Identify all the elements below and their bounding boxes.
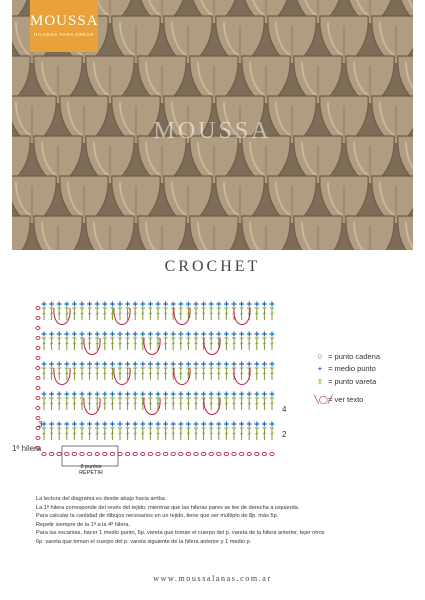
- double-crochet-symbol: [119, 313, 122, 314]
- scale-loop: [204, 338, 220, 355]
- legend-item-see-text: [314, 394, 380, 406]
- double-crochet-symbol: [88, 403, 91, 404]
- chain-symbol: [141, 452, 145, 455]
- double-crochet-symbol: [263, 313, 266, 314]
- crochet-scale: [242, 216, 290, 250]
- double-crochet-symbol: [111, 433, 114, 434]
- scale-loop: [204, 398, 220, 415]
- double-crochet-symbol: [157, 403, 160, 404]
- chain-symbol: [201, 452, 205, 455]
- note-line: Para las escamas, hacer 1 medio punto, 6p. vareta que toman el cuerpo del p. vareta de la hilera anterior, tejer otros: [36, 530, 325, 537]
- double-crochet-symbol: [103, 373, 106, 374]
- double-crochet-symbol: [81, 373, 84, 374]
- double-crochet-symbol: [96, 313, 99, 314]
- chain-symbol: [95, 452, 99, 455]
- chain-symbol: [36, 377, 40, 380]
- chain-symbol: [36, 367, 40, 370]
- double-crochet-symbol: [271, 313, 274, 314]
- legend-label: = ver texto: [328, 395, 364, 404]
- crochet-scale: [34, 216, 82, 250]
- legend-label: = punto cadena: [328, 352, 381, 361]
- double-crochet-symbol: [157, 373, 160, 374]
- double-crochet-symbol: [134, 373, 137, 374]
- double-crochet-symbol: [96, 433, 99, 434]
- scale-loop: [54, 368, 70, 385]
- brand-watermark: MOUSSA: [153, 118, 272, 144]
- double-crochet-symbol: [164, 403, 167, 404]
- crochet-scale: [86, 216, 134, 250]
- double-crochet-symbol: [73, 313, 76, 314]
- double-crochet-symbol: [43, 373, 46, 374]
- back-loop-icon: ╲◯╱: [314, 395, 333, 404]
- brand-tagline: HILADOS PARA CREAR: [33, 32, 95, 37]
- chain-symbol: [239, 452, 243, 455]
- double-crochet-symbol: [149, 373, 152, 374]
- chain-symbol: [80, 452, 84, 455]
- chain-symbol: [36, 347, 40, 350]
- double-crochet-symbol: [43, 313, 46, 314]
- double-crochet-symbol: [202, 373, 205, 374]
- chain-symbol: [186, 452, 190, 455]
- double-crochet-symbol: [187, 343, 190, 344]
- double-crochet-symbol: [43, 433, 46, 434]
- crochet-diagram: [0, 290, 300, 470]
- double-crochet-symbol: [81, 433, 84, 434]
- double-crochet-symbol: [187, 373, 190, 374]
- double-crochet-symbol: [225, 433, 228, 434]
- double-crochet-symbol: [179, 343, 182, 344]
- chain-symbol: [36, 337, 40, 340]
- double-crochet-symbol: [240, 313, 243, 314]
- chain-symbol: [224, 452, 228, 455]
- instructions-text: [36, 495, 396, 547]
- double-crochet-symbol: [88, 433, 91, 434]
- legend-label: = punto vareta: [328, 377, 377, 386]
- row-label-4: 4: [282, 405, 287, 414]
- note-line: La lectura del diagrama es desde abajo hacia arriba.: [36, 496, 167, 502]
- chain-symbol: [209, 452, 213, 455]
- double-crochet-symbol: [255, 433, 258, 434]
- chain-symbol: [232, 452, 236, 455]
- double-crochet-icon: ‡: [317, 377, 323, 386]
- chain-symbol: [255, 452, 259, 455]
- double-crochet-symbol: [172, 403, 175, 404]
- double-crochet-symbol: [73, 433, 76, 434]
- legend-item-single-crochet: [314, 363, 380, 375]
- repeat-box-label: [66, 464, 116, 476]
- double-crochet-symbol: [81, 403, 84, 404]
- note-line: La 1ª hilera corresponde del revés del tejido, mientras que las hileras pares se lee de derecha a izquierda.: [36, 504, 300, 511]
- chain-symbol: [133, 452, 137, 455]
- legend-label: = medio punto: [328, 364, 376, 373]
- chain-symbol: [217, 452, 221, 455]
- double-crochet-symbol: [103, 343, 106, 344]
- note-line: Para calcular la cantidad de dibujos necesarios en un tejido, tiene que ser múltiplo de 8p. más 5p.: [36, 513, 279, 520]
- double-crochet-symbol: [271, 373, 274, 374]
- double-crochet-symbol: [225, 403, 228, 404]
- crochet-scale: [138, 216, 186, 250]
- double-crochet-symbol: [210, 313, 213, 314]
- chain-symbol: [36, 397, 40, 400]
- chain-symbol: [87, 452, 91, 455]
- double-crochet-symbol: [157, 343, 160, 344]
- double-crochet-symbol: [255, 373, 258, 374]
- double-crochet-symbol: [65, 373, 68, 374]
- double-crochet-symbol: [164, 343, 167, 344]
- brand-name: MOUSSA: [30, 13, 99, 29]
- double-crochet-symbol: [271, 343, 274, 344]
- double-crochet-symbol: [271, 403, 274, 404]
- double-crochet-symbol: [119, 373, 122, 374]
- double-crochet-symbol: [210, 373, 213, 374]
- chain-symbol: [179, 452, 183, 455]
- double-crochet-symbol: [255, 343, 258, 344]
- chain-symbol: [148, 452, 152, 455]
- chain-symbol: [110, 452, 114, 455]
- stitch-legend: [314, 350, 380, 407]
- double-crochet-symbol: [126, 343, 129, 344]
- chain-symbol: [65, 452, 69, 455]
- chain-symbol: [262, 452, 266, 455]
- double-crochet-symbol: [263, 373, 266, 374]
- legend-item-double-crochet: [314, 376, 380, 388]
- double-crochet-symbol: [126, 373, 129, 374]
- double-crochet-symbol: [210, 343, 213, 344]
- double-crochet-symbol: [164, 433, 167, 434]
- double-crochet-symbol: [210, 403, 213, 404]
- chain-symbol: [118, 452, 122, 455]
- chain-symbol: [42, 452, 46, 455]
- chain-symbol: [194, 452, 198, 455]
- website-url[interactable]: www.moussalanas.com.ar: [153, 574, 272, 583]
- double-crochet-symbol: [179, 313, 182, 314]
- double-crochet-symbol: [81, 343, 84, 344]
- double-crochet-symbol: [141, 433, 144, 434]
- chain-symbol: [270, 452, 274, 455]
- row-label-2: 2: [282, 430, 287, 439]
- double-crochet-symbol: [149, 313, 152, 314]
- scale-loop: [54, 308, 70, 325]
- double-crochet-symbol: [65, 313, 68, 314]
- double-crochet-symbol: [65, 403, 68, 404]
- double-crochet-symbol: [263, 343, 266, 344]
- double-crochet-symbol: [164, 373, 167, 374]
- brand-logo[interactable]: [30, 0, 98, 52]
- double-crochet-symbol: [126, 403, 129, 404]
- double-crochet-symbol: [271, 433, 274, 434]
- double-crochet-symbol: [119, 433, 122, 434]
- double-crochet-symbol: [88, 343, 91, 344]
- double-crochet-symbol: [134, 433, 137, 434]
- double-crochet-symbol: [119, 343, 122, 344]
- double-crochet-symbol: [58, 373, 61, 374]
- double-crochet-symbol: [58, 313, 61, 314]
- crochet-scale: [294, 216, 342, 250]
- double-crochet-symbol: [187, 403, 190, 404]
- double-crochet-symbol: [149, 433, 152, 434]
- double-crochet-symbol: [172, 343, 175, 344]
- double-crochet-symbol: [240, 373, 243, 374]
- double-crochet-symbol: [103, 403, 106, 404]
- double-crochet-symbol: [58, 343, 61, 344]
- chain-symbol: [171, 452, 175, 455]
- double-crochet-symbol: [73, 403, 76, 404]
- double-crochet-symbol: [179, 433, 182, 434]
- double-crochet-symbol: [134, 343, 137, 344]
- chain-symbol: [36, 307, 40, 310]
- double-crochet-symbol: [96, 403, 99, 404]
- double-crochet-symbol: [103, 433, 106, 434]
- chain-symbol: [125, 452, 129, 455]
- double-crochet-symbol: [233, 433, 236, 434]
- double-crochet-symbol: [96, 373, 99, 374]
- double-crochet-symbol: [195, 343, 198, 344]
- chain-icon: ○: [317, 351, 323, 361]
- double-crochet-symbol: [141, 373, 144, 374]
- double-crochet-symbol: [195, 403, 198, 404]
- double-crochet-symbol: [255, 403, 258, 404]
- note-line: Repetir siempre de la 1ª a la 4ª hilera.: [36, 521, 130, 528]
- double-crochet-symbol: [73, 373, 76, 374]
- chain-symbol: [57, 452, 61, 455]
- double-crochet-symbol: [202, 313, 205, 314]
- page-title: CROCHET: [164, 258, 261, 275]
- double-crochet-symbol: [149, 403, 152, 404]
- double-crochet-symbol: [187, 433, 190, 434]
- double-crochet-symbol: [50, 373, 53, 374]
- double-crochet-symbol: [50, 433, 53, 434]
- double-crochet-symbol: [157, 433, 160, 434]
- single-crochet-icon: +: [317, 364, 323, 373]
- double-crochet-symbol: [217, 433, 220, 434]
- double-crochet-symbol: [111, 343, 114, 344]
- chain-symbol: [247, 452, 251, 455]
- double-crochet-symbol: [172, 433, 175, 434]
- crochet-scale: [190, 216, 238, 250]
- double-crochet-symbol: [240, 403, 243, 404]
- double-crochet-symbol: [43, 403, 46, 404]
- double-crochet-symbol: [195, 373, 198, 374]
- double-crochet-symbol: [217, 313, 220, 314]
- chain-symbol: [156, 452, 160, 455]
- double-crochet-symbol: [58, 403, 61, 404]
- double-crochet-symbol: [179, 373, 182, 374]
- double-crochet-symbol: [81, 313, 84, 314]
- double-crochet-symbol: [43, 343, 46, 344]
- repeat-count: 8 puntos: [80, 464, 102, 470]
- double-crochet-symbol: [248, 343, 251, 344]
- row-label-3: 3: [38, 420, 43, 429]
- double-crochet-symbol: [255, 313, 258, 314]
- double-crochet-symbol: [225, 373, 228, 374]
- double-crochet-symbol: [225, 343, 228, 344]
- legend-item-chain: [314, 350, 380, 362]
- double-crochet-symbol: [187, 313, 190, 314]
- double-crochet-symbol: [65, 433, 68, 434]
- double-crochet-symbol: [233, 403, 236, 404]
- double-crochet-symbol: [50, 313, 53, 314]
- double-crochet-symbol: [111, 403, 114, 404]
- chain-symbol: [103, 452, 107, 455]
- double-crochet-symbol: [73, 343, 76, 344]
- double-crochet-symbol: [119, 403, 122, 404]
- repeat-word: REPETIR: [79, 470, 103, 476]
- crochet-scale: [346, 216, 394, 250]
- chain-symbol: [36, 357, 40, 360]
- double-crochet-symbol: [88, 313, 91, 314]
- row-label-1: 1º hilera: [12, 444, 42, 453]
- double-crochet-symbol: [263, 403, 266, 404]
- double-crochet-symbol: [103, 313, 106, 314]
- double-crochet-symbol: [134, 403, 137, 404]
- double-crochet-symbol: [141, 313, 144, 314]
- double-crochet-symbol: [217, 373, 220, 374]
- chain-symbol: [36, 317, 40, 320]
- double-crochet-symbol: [195, 433, 198, 434]
- chain-symbol: [36, 437, 40, 440]
- chain-symbol: [49, 452, 53, 455]
- double-crochet-symbol: [50, 403, 53, 404]
- chain-symbol: [36, 407, 40, 410]
- double-crochet-symbol: [126, 433, 129, 434]
- double-crochet-symbol: [157, 313, 160, 314]
- double-crochet-symbol: [225, 313, 228, 314]
- chain-symbol: [72, 452, 76, 455]
- double-crochet-symbol: [88, 373, 91, 374]
- double-crochet-symbol: [134, 313, 137, 314]
- double-crochet-symbol: [202, 433, 205, 434]
- double-crochet-symbol: [96, 343, 99, 344]
- double-crochet-symbol: [195, 313, 198, 314]
- note-line: 6p. vareta que toman el cuerpo del p. vareta siguiente de la hilera anterior y 1 medio p.: [36, 538, 252, 545]
- double-crochet-symbol: [164, 313, 167, 314]
- double-crochet-symbol: [210, 433, 213, 434]
- double-crochet-symbol: [248, 403, 251, 404]
- double-crochet-symbol: [65, 343, 68, 344]
- double-crochet-symbol: [126, 313, 129, 314]
- scale-loop: [174, 368, 190, 385]
- chain-symbol: [36, 327, 40, 330]
- chain-symbol: [36, 387, 40, 390]
- double-crochet-symbol: [240, 343, 243, 344]
- scale-loop: [174, 308, 190, 325]
- double-crochet-symbol: [240, 433, 243, 434]
- double-crochet-symbol: [50, 343, 53, 344]
- chain-symbol: [163, 452, 167, 455]
- double-crochet-symbol: [149, 343, 152, 344]
- double-crochet-symbol: [263, 433, 266, 434]
- double-crochet-symbol: [58, 433, 61, 434]
- double-crochet-symbol: [248, 433, 251, 434]
- double-crochet-symbol: [233, 343, 236, 344]
- double-crochet-symbol: [179, 403, 182, 404]
